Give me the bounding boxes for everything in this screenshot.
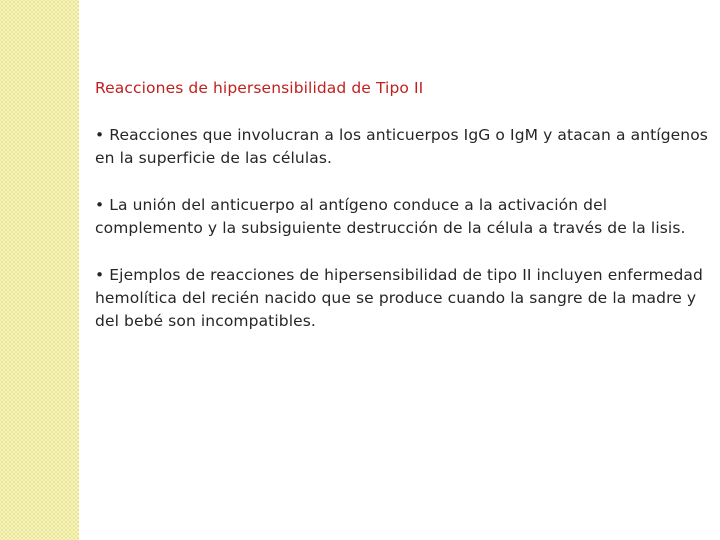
bullet-item: • Ejemplos de reacciones de hipersensibilidad de tipo II incluyen enfermedad hemolítica del recién nacido que se produce cuando la sangre de la madre y del bebé son incompatibles.: [95, 266, 703, 330]
bullet-item: • Reacciones que involucran a los anticuerpos IgG o IgM y atacan a antígenos en la superficie de las células.: [95, 126, 708, 167]
slide-content: [95, 76, 710, 357]
decorative-side-band: [0, 0, 79, 540]
bullet-item: • La unión del anticuerpo al antígeno conduce a la activación del complemento y la subsiguiente destrucción de la célula a través de la lisis.: [95, 196, 686, 237]
slide-title: Reacciones de hipersensibilidad de Tipo II: [95, 79, 424, 97]
